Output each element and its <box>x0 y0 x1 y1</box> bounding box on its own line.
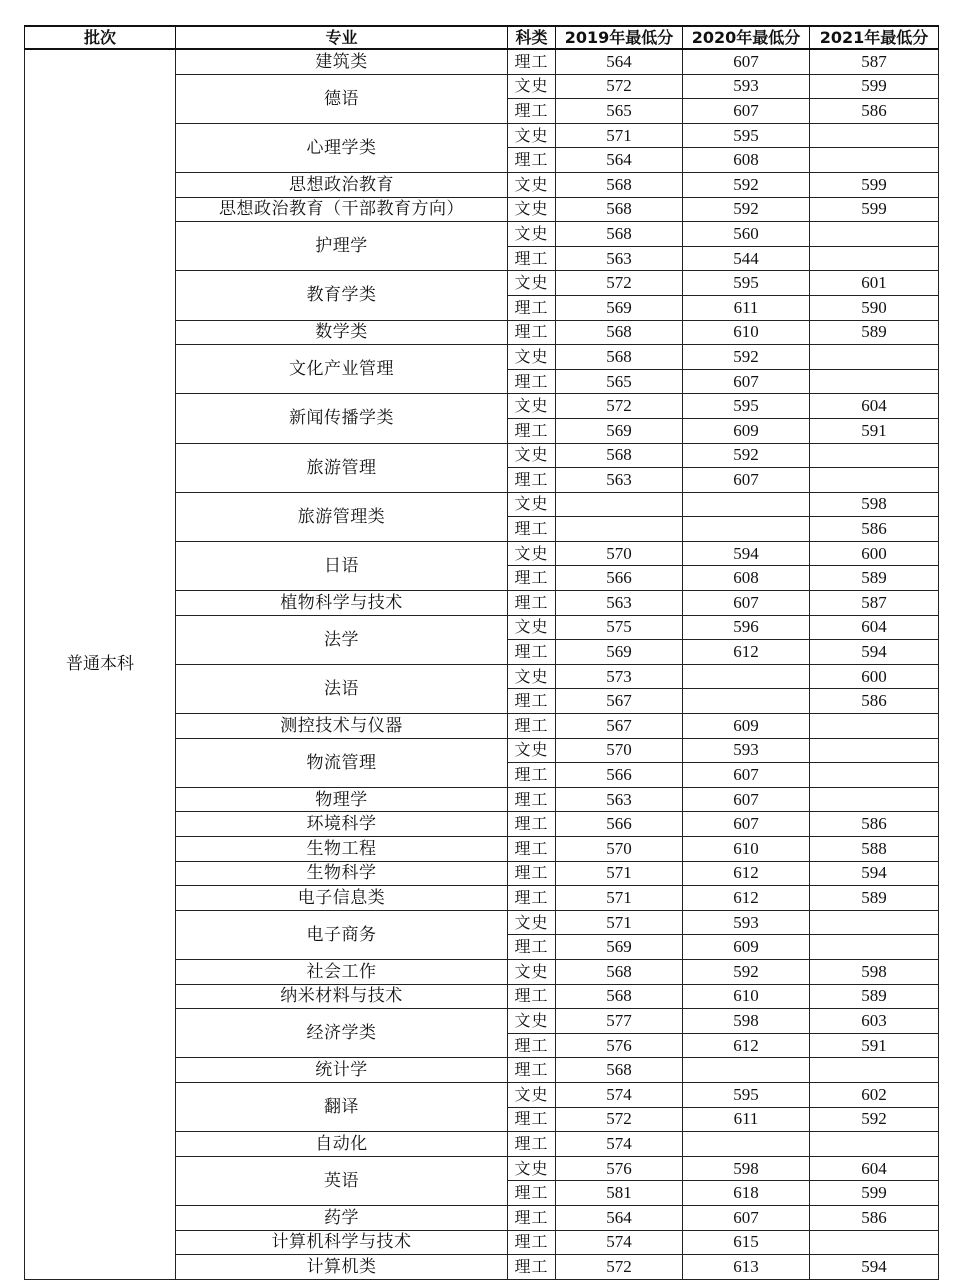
score-2019-cell: 572 <box>556 394 683 419</box>
score-2020-cell: 560 <box>683 222 810 247</box>
score-2021-cell: 589 <box>810 886 939 911</box>
category-cell: 理工 <box>508 837 556 862</box>
category-cell: 文史 <box>508 123 556 148</box>
major-cell: 社会工作 <box>176 959 508 984</box>
header-major: 专业 <box>176 26 508 49</box>
score-2020-cell: 596 <box>683 615 810 640</box>
header-2019: 2019年最低分 <box>556 26 683 49</box>
score-2019-cell: 572 <box>556 271 683 296</box>
score-2021-cell <box>810 123 939 148</box>
score-2021-cell <box>810 222 939 247</box>
score-2019-cell: 571 <box>556 861 683 886</box>
category-cell: 理工 <box>508 49 556 74</box>
score-2020-cell: 592 <box>683 172 810 197</box>
score-2021-cell: 599 <box>810 197 939 222</box>
category-cell: 理工 <box>508 812 556 837</box>
score-2019-cell: 576 <box>556 1156 683 1181</box>
major-cell: 心理学类 <box>176 123 508 172</box>
score-2019-cell: 569 <box>556 935 683 960</box>
major-cell: 文化产业管理 <box>176 345 508 394</box>
score-2019-cell: 570 <box>556 541 683 566</box>
score-2019-cell: 573 <box>556 664 683 689</box>
score-2019-cell: 572 <box>556 1255 683 1280</box>
major-cell: 物流管理 <box>176 738 508 787</box>
score-2021-cell: 589 <box>810 320 939 345</box>
major-cell: 电子信息类 <box>176 886 508 911</box>
score-2020-cell: 612 <box>683 640 810 665</box>
score-2021-cell <box>810 738 939 763</box>
category-cell: 理工 <box>508 1033 556 1058</box>
score-2021-cell: 599 <box>810 172 939 197</box>
category-cell: 理工 <box>508 320 556 345</box>
score-2019-cell: 581 <box>556 1181 683 1206</box>
major-cell: 数学类 <box>176 320 508 345</box>
category-cell: 文史 <box>508 1009 556 1034</box>
category-cell: 理工 <box>508 689 556 714</box>
category-cell: 理工 <box>508 1058 556 1083</box>
major-cell: 统计学 <box>176 1058 508 1083</box>
score-2020-cell <box>683 664 810 689</box>
header-category: 科类 <box>508 26 556 49</box>
score-2019-cell: 563 <box>556 787 683 812</box>
score-2020-cell: 595 <box>683 1082 810 1107</box>
score-2021-cell <box>810 148 939 173</box>
score-2021-cell: 603 <box>810 1009 939 1034</box>
category-cell: 文史 <box>508 1082 556 1107</box>
score-2020-cell: 610 <box>683 320 810 345</box>
major-cell: 纳米材料与技术 <box>176 984 508 1009</box>
score-2020-cell: 608 <box>683 148 810 173</box>
table-row <box>25 49 939 74</box>
header-2021: 2021年最低分 <box>810 26 939 49</box>
score-2020-cell: 593 <box>683 74 810 99</box>
header-row <box>25 26 939 49</box>
score-2019-cell: 566 <box>556 763 683 788</box>
category-cell: 理工 <box>508 787 556 812</box>
score-2021-cell: 586 <box>810 689 939 714</box>
major-cell: 计算机科学与技术 <box>176 1230 508 1255</box>
score-2019-cell: 563 <box>556 591 683 616</box>
score-2021-cell: 591 <box>810 1033 939 1058</box>
category-cell: 文史 <box>508 615 556 640</box>
category-cell: 理工 <box>508 517 556 542</box>
score-2020-cell <box>683 1058 810 1083</box>
score-2021-cell: 594 <box>810 861 939 886</box>
score-2019-cell: 563 <box>556 246 683 271</box>
score-2020-cell: 612 <box>683 861 810 886</box>
score-2019-cell: 571 <box>556 886 683 911</box>
score-2020-cell: 594 <box>683 541 810 566</box>
score-2020-cell: 612 <box>683 886 810 911</box>
score-2019-cell <box>556 492 683 517</box>
category-cell: 文史 <box>508 172 556 197</box>
score-2021-cell <box>810 935 939 960</box>
score-2021-cell: 602 <box>810 1082 939 1107</box>
score-2019-cell: 570 <box>556 837 683 862</box>
score-2019-cell: 564 <box>556 148 683 173</box>
score-2019-cell: 569 <box>556 418 683 443</box>
score-2019-cell: 568 <box>556 320 683 345</box>
score-2021-cell <box>810 468 939 493</box>
score-2019-cell: 570 <box>556 738 683 763</box>
category-cell: 理工 <box>508 246 556 271</box>
score-2021-cell: 592 <box>810 1107 939 1132</box>
score-2019-cell: 565 <box>556 99 683 124</box>
score-2020-cell: 592 <box>683 345 810 370</box>
major-cell: 德语 <box>176 74 508 123</box>
major-cell: 旅游管理类 <box>176 492 508 541</box>
major-cell: 翻译 <box>176 1082 508 1131</box>
score-2019-cell: 577 <box>556 1009 683 1034</box>
major-cell: 教育学类 <box>176 271 508 320</box>
score-2021-cell <box>810 1058 939 1083</box>
score-2020-cell: 607 <box>683 787 810 812</box>
score-2021-cell: 601 <box>810 271 939 296</box>
major-cell: 护理学 <box>176 222 508 271</box>
score-2019-cell: 568 <box>556 443 683 468</box>
score-2021-cell <box>810 763 939 788</box>
major-cell: 思想政治教育（干部教育方向） <box>176 197 508 222</box>
score-2021-cell: 587 <box>810 591 939 616</box>
score-2020-cell: 613 <box>683 1255 810 1280</box>
score-2020-cell: 593 <box>683 738 810 763</box>
score-2019-cell: 575 <box>556 615 683 640</box>
major-cell: 英语 <box>176 1156 508 1205</box>
score-2019-cell: 567 <box>556 689 683 714</box>
score-2020-cell <box>683 689 810 714</box>
score-2020-cell: 598 <box>683 1009 810 1034</box>
category-cell: 理工 <box>508 640 556 665</box>
score-2021-cell: 600 <box>810 541 939 566</box>
major-cell: 建筑类 <box>176 49 508 74</box>
score-2021-cell: 604 <box>810 615 939 640</box>
major-cell: 物理学 <box>176 787 508 812</box>
score-2020-cell: 592 <box>683 197 810 222</box>
category-cell: 文史 <box>508 271 556 296</box>
score-2020-cell: 607 <box>683 99 810 124</box>
score-2020-cell: 607 <box>683 49 810 74</box>
score-2020-cell: 609 <box>683 418 810 443</box>
score-2021-cell: 589 <box>810 566 939 591</box>
category-cell: 理工 <box>508 99 556 124</box>
category-cell: 理工 <box>508 714 556 739</box>
score-2020-cell: 544 <box>683 246 810 271</box>
score-2020-cell: 607 <box>683 591 810 616</box>
score-2019-cell: 576 <box>556 1033 683 1058</box>
category-cell: 文史 <box>508 959 556 984</box>
major-cell: 日语 <box>176 541 508 590</box>
category-cell: 文史 <box>508 541 556 566</box>
category-cell: 文史 <box>508 74 556 99</box>
category-cell: 理工 <box>508 591 556 616</box>
score-2021-cell <box>810 345 939 370</box>
category-cell: 文史 <box>508 345 556 370</box>
category-cell: 理工 <box>508 763 556 788</box>
category-cell: 理工 <box>508 1132 556 1157</box>
table-body <box>25 49 939 1279</box>
score-2021-cell: 594 <box>810 640 939 665</box>
score-2021-cell: 599 <box>810 74 939 99</box>
score-2021-cell <box>810 1230 939 1255</box>
score-2019-cell: 563 <box>556 468 683 493</box>
score-2019-cell: 567 <box>556 714 683 739</box>
score-2021-cell: 589 <box>810 984 939 1009</box>
category-cell: 理工 <box>508 886 556 911</box>
score-2021-cell: 598 <box>810 959 939 984</box>
score-2020-cell: 607 <box>683 369 810 394</box>
category-cell: 理工 <box>508 295 556 320</box>
header-2020: 2020年最低分 <box>683 26 810 49</box>
score-2019-cell: 568 <box>556 345 683 370</box>
score-2021-cell <box>810 443 939 468</box>
score-2020-cell: 610 <box>683 837 810 862</box>
score-2019-cell: 571 <box>556 123 683 148</box>
category-cell: 文史 <box>508 492 556 517</box>
major-cell: 计算机类 <box>176 1255 508 1280</box>
score-2020-cell: 595 <box>683 271 810 296</box>
score-2021-cell: 587 <box>810 49 939 74</box>
category-cell: 文史 <box>508 1156 556 1181</box>
score-2020-cell: 611 <box>683 295 810 320</box>
score-2021-cell: 586 <box>810 1205 939 1230</box>
score-2019-cell: 569 <box>556 295 683 320</box>
score-2019-cell: 568 <box>556 984 683 1009</box>
category-cell: 文史 <box>508 443 556 468</box>
major-cell: 法学 <box>176 615 508 664</box>
score-2020-cell: 608 <box>683 566 810 591</box>
score-2021-cell: 588 <box>810 837 939 862</box>
score-2021-cell: 604 <box>810 1156 939 1181</box>
category-cell: 理工 <box>508 1230 556 1255</box>
score-2019-cell: 568 <box>556 1058 683 1083</box>
score-2019-cell: 565 <box>556 369 683 394</box>
score-2020-cell: 593 <box>683 910 810 935</box>
score-2019-cell: 569 <box>556 640 683 665</box>
score-2020-cell: 609 <box>683 714 810 739</box>
category-cell: 理工 <box>508 935 556 960</box>
category-cell: 文史 <box>508 664 556 689</box>
category-cell: 理工 <box>508 418 556 443</box>
score-2019-cell: 572 <box>556 74 683 99</box>
score-2021-cell <box>810 1132 939 1157</box>
major-cell: 生物科学 <box>176 861 508 886</box>
category-cell: 理工 <box>508 566 556 591</box>
batch-cell: 普通本科 <box>25 49 176 1279</box>
major-cell: 经济学类 <box>176 1009 508 1058</box>
score-2019-cell: 572 <box>556 1107 683 1132</box>
major-cell: 旅游管理 <box>176 443 508 492</box>
score-2019-cell: 568 <box>556 197 683 222</box>
major-cell: 生物工程 <box>176 837 508 862</box>
score-2021-cell <box>810 246 939 271</box>
score-2021-cell <box>810 910 939 935</box>
score-2019-cell: 574 <box>556 1082 683 1107</box>
score-2021-cell: 600 <box>810 664 939 689</box>
score-2020-cell: 612 <box>683 1033 810 1058</box>
category-cell: 理工 <box>508 984 556 1009</box>
score-2021-cell: 591 <box>810 418 939 443</box>
score-2020-cell: 618 <box>683 1181 810 1206</box>
major-cell: 法语 <box>176 664 508 713</box>
score-2021-cell: 604 <box>810 394 939 419</box>
category-cell: 文史 <box>508 910 556 935</box>
score-2021-cell <box>810 714 939 739</box>
score-2021-cell: 590 <box>810 295 939 320</box>
category-cell: 理工 <box>508 148 556 173</box>
score-2019-cell: 571 <box>556 910 683 935</box>
header-batch: 批次 <box>25 26 176 49</box>
major-cell: 新闻传播学类 <box>176 394 508 443</box>
score-2020-cell: 595 <box>683 394 810 419</box>
major-cell: 思想政治教育 <box>176 172 508 197</box>
score-2021-cell: 586 <box>810 812 939 837</box>
category-cell: 文史 <box>508 394 556 419</box>
major-cell: 药学 <box>176 1205 508 1230</box>
category-cell: 理工 <box>508 369 556 394</box>
score-2020-cell <box>683 492 810 517</box>
score-table <box>24 25 939 1280</box>
score-2020-cell: 607 <box>683 812 810 837</box>
score-2021-cell: 586 <box>810 517 939 542</box>
score-2020-cell: 595 <box>683 123 810 148</box>
score-2020-cell: 592 <box>683 959 810 984</box>
score-2019-cell: 568 <box>556 222 683 247</box>
score-2021-cell <box>810 787 939 812</box>
score-2021-cell <box>810 369 939 394</box>
category-cell: 文史 <box>508 222 556 247</box>
major-cell: 电子商务 <box>176 910 508 959</box>
score-2020-cell <box>683 517 810 542</box>
score-2020-cell: 598 <box>683 1156 810 1181</box>
score-2020-cell: 615 <box>683 1230 810 1255</box>
score-2020-cell: 607 <box>683 1205 810 1230</box>
score-2019-cell: 566 <box>556 812 683 837</box>
category-cell: 理工 <box>508 861 556 886</box>
score-2021-cell: 599 <box>810 1181 939 1206</box>
category-cell: 理工 <box>508 1107 556 1132</box>
score-2019-cell: 568 <box>556 172 683 197</box>
category-cell: 文史 <box>508 197 556 222</box>
major-cell: 测控技术与仪器 <box>176 714 508 739</box>
score-2019-cell <box>556 517 683 542</box>
score-2019-cell: 574 <box>556 1132 683 1157</box>
score-2020-cell <box>683 1132 810 1157</box>
category-cell: 文史 <box>508 738 556 763</box>
category-cell: 理工 <box>508 1255 556 1280</box>
score-2019-cell: 574 <box>556 1230 683 1255</box>
score-2019-cell: 564 <box>556 49 683 74</box>
score-2020-cell: 611 <box>683 1107 810 1132</box>
score-2020-cell: 610 <box>683 984 810 1009</box>
category-cell: 理工 <box>508 468 556 493</box>
category-cell: 理工 <box>508 1205 556 1230</box>
category-cell: 理工 <box>508 1181 556 1206</box>
score-2019-cell: 568 <box>556 959 683 984</box>
score-2020-cell: 607 <box>683 468 810 493</box>
score-2021-cell: 594 <box>810 1255 939 1280</box>
score-2019-cell: 564 <box>556 1205 683 1230</box>
major-cell: 环境科学 <box>176 812 508 837</box>
score-2020-cell: 592 <box>683 443 810 468</box>
score-2021-cell: 598 <box>810 492 939 517</box>
major-cell: 自动化 <box>176 1132 508 1157</box>
major-cell: 植物科学与技术 <box>176 591 508 616</box>
score-2020-cell: 609 <box>683 935 810 960</box>
score-2020-cell: 607 <box>683 763 810 788</box>
score-2019-cell: 566 <box>556 566 683 591</box>
score-2021-cell: 586 <box>810 99 939 124</box>
